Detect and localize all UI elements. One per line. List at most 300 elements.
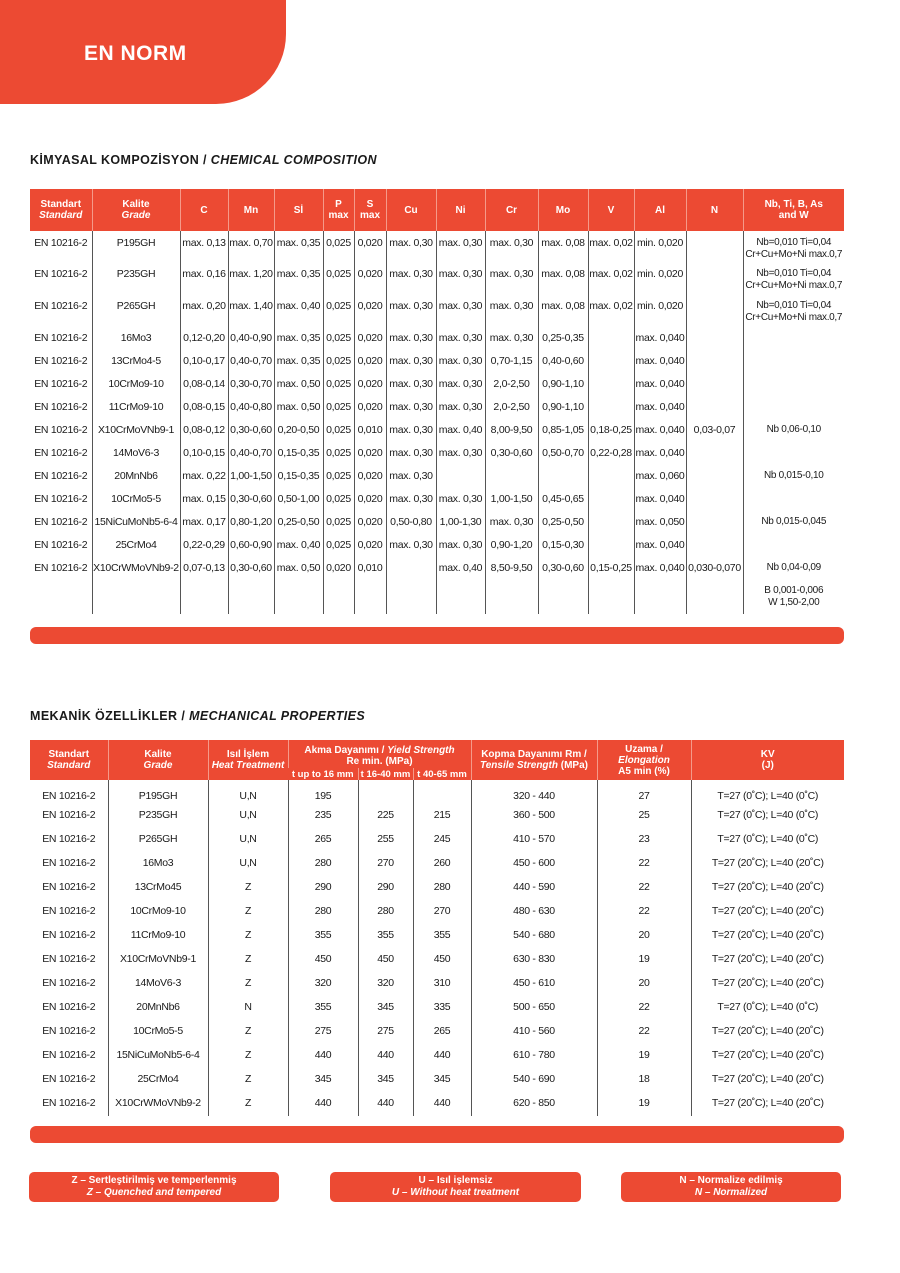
- chem-cell: [686, 396, 743, 419]
- chem-cell: [686, 511, 743, 534]
- chem-cell: 0,025: [323, 231, 354, 263]
- mech-cell: EN 10216-2: [42, 1097, 96, 1109]
- mech-cell: 440: [358, 1044, 413, 1068]
- chem-cell: max. 0,30: [436, 442, 485, 465]
- chem-cell: [743, 327, 844, 350]
- mech-table-row: [30, 948, 844, 972]
- chem-table-row: [30, 419, 844, 442]
- mech-section-title: [30, 709, 365, 723]
- chem-cell: [436, 465, 485, 488]
- mech-cell: EN 10216-2: [42, 1001, 96, 1013]
- chem-cell: 0,08-0,14: [180, 373, 228, 396]
- chem-cell: 0,30-0,60: [228, 557, 274, 580]
- mech-cell: 280: [288, 900, 358, 924]
- chem-cell: 2,0-2,50: [485, 373, 538, 396]
- chem-cell: 0,40-0,70: [228, 442, 274, 465]
- mech-cell: 16Mo3: [108, 852, 208, 876]
- chem-cell: [180, 580, 228, 614]
- chem-col-header: Nb, Ti, B, As and W: [743, 189, 844, 231]
- mech-cell: T=27 (20˚C); L=40 (20˚C): [691, 1068, 844, 1092]
- chem-cell: 0,020: [354, 488, 386, 511]
- chem-cell: EN 10216-2: [34, 447, 88, 459]
- mech-cell: Z: [208, 1092, 288, 1116]
- mech-table-row: [30, 828, 844, 852]
- mech-cell: 13CrMo45: [108, 876, 208, 900]
- mech-cell: 440: [288, 1044, 358, 1068]
- chem-cell: 0,020: [354, 373, 386, 396]
- mech-table-row: [30, 1068, 844, 1092]
- chem-col-header: C: [180, 189, 228, 231]
- mech-cell: 355: [358, 924, 413, 948]
- chem-cell: [743, 350, 844, 373]
- mech-cell: 540 - 690: [471, 1068, 597, 1092]
- chem-cell: EN 10216-2: [34, 516, 88, 528]
- chem-cell: 0,010: [354, 557, 386, 580]
- mech-cell: 345: [358, 1068, 413, 1092]
- chem-cell: 25CrMo4: [92, 534, 180, 557]
- chem-cell: 16Mo3: [92, 327, 180, 350]
- chem-cell: max. 0,050: [634, 511, 686, 534]
- mech-cell: 275: [358, 1020, 413, 1044]
- mech-cell: 195: [288, 780, 358, 804]
- mech-col-grade: Kalite Grade: [108, 740, 208, 780]
- chem-cell: max. 0,30: [436, 327, 485, 350]
- mech-cell: 440: [358, 1092, 413, 1116]
- chem-cell: 0,60-0,90: [228, 534, 274, 557]
- chem-cell: max. 0,02: [588, 231, 634, 263]
- chem-cell: 0,50-0,70: [538, 442, 588, 465]
- chem-cell: 0,30-0,60: [485, 442, 538, 465]
- chem-cell: max. 0,30: [386, 263, 436, 295]
- chem-cell: 0,25-0,35: [538, 327, 588, 350]
- mech-cell: U,N: [208, 828, 288, 852]
- mech-col-standard: Standart Standard: [30, 740, 108, 780]
- mech-cell: 360 - 500: [471, 804, 597, 828]
- chem-cell: max. 1,40: [228, 295, 274, 327]
- mech-cell: 610 - 780: [471, 1044, 597, 1068]
- chem-cell: 15NiCuMoNb5-6-4: [92, 511, 180, 534]
- mech-table-row: [30, 996, 844, 1020]
- mech-cell: EN 10216-2: [42, 977, 96, 989]
- chem-cell: 0,020: [323, 557, 354, 580]
- chem-cell: max. 0,35: [274, 263, 323, 295]
- chem-cell: 0,90-1,10: [538, 396, 588, 419]
- chem-cell: [436, 580, 485, 614]
- chem-cell: EN 10216-2: [34, 562, 88, 574]
- chem-cell: 1,00-1,50: [485, 488, 538, 511]
- legend-without-heat-treatment: U – Isıl işlemsiz U – Without heat treatment: [330, 1172, 581, 1202]
- mechanical-properties-table: [30, 740, 844, 1116]
- chem-cell: max. 0,30: [436, 231, 485, 263]
- chem-cell: [485, 465, 538, 488]
- chem-cell: 0,30-0,70: [228, 373, 274, 396]
- mech-table-footer-bar: [30, 1126, 844, 1143]
- chem-cell: max. 0,08: [538, 263, 588, 295]
- chem-table-row: [30, 488, 844, 511]
- chem-cell: max. 0,22: [180, 465, 228, 488]
- mech-cell: 540 - 680: [471, 924, 597, 948]
- mech-cell: 280: [413, 876, 471, 900]
- chem-cell: EN 10216-2: [34, 268, 88, 280]
- chem-cell: max. 0,040: [634, 488, 686, 511]
- mech-cell: 450 - 600: [471, 852, 597, 876]
- chem-cell: 0,03-0,07: [686, 419, 743, 442]
- mech-cell: U,N: [208, 852, 288, 876]
- chem-cell: max. 0,040: [634, 534, 686, 557]
- mech-cell: P235GH: [108, 804, 208, 828]
- chem-table-row: [30, 396, 844, 419]
- chem-cell: max. 0,30: [386, 327, 436, 350]
- mech-cell: X10CrWMoVNb9-2: [108, 1092, 208, 1116]
- mech-cell: 10CrMo9-10: [108, 900, 208, 924]
- chem-cell: max. 0,08: [538, 231, 588, 263]
- mech-cell: T=27 (20˚C); L=40 (20˚C): [691, 852, 844, 876]
- mech-cell: 25CrMo4: [108, 1068, 208, 1092]
- chem-cell: Nb 0,015-0,045: [743, 511, 844, 534]
- chem-col-header: S max: [354, 189, 386, 231]
- chem-cell: max. 0,20: [180, 295, 228, 327]
- mech-cell: 225: [358, 804, 413, 828]
- chem-cell: 0,025: [323, 327, 354, 350]
- chem-cell: max. 0,30: [485, 327, 538, 350]
- chem-cell: max. 0,16: [180, 263, 228, 295]
- chem-cell: EN 10216-2: [34, 237, 88, 249]
- chem-cell: [274, 580, 323, 614]
- mech-cell: Z: [208, 924, 288, 948]
- chem-cell: max. 0,13: [180, 231, 228, 263]
- chem-cell: [386, 580, 436, 614]
- chem-cell: 0,08-0,15: [180, 396, 228, 419]
- chem-cell: max. 0,30: [485, 511, 538, 534]
- chem-cell: 0,12-0,20: [180, 327, 228, 350]
- chem-cell: max. 0,15: [180, 488, 228, 511]
- mech-title-en: MECHANICAL PROPERTIES: [189, 709, 366, 723]
- chem-cell: 0,18-0,25: [588, 419, 634, 442]
- chem-cell: [686, 534, 743, 557]
- chem-cell: 0,025: [323, 465, 354, 488]
- mech-cell: 410 - 560: [471, 1020, 597, 1044]
- chem-cell: max. 0,70: [228, 231, 274, 263]
- chem-cell: max. 0,35: [274, 327, 323, 350]
- chem-table-row: [30, 442, 844, 465]
- chem-cell: 0,30-0,60: [538, 557, 588, 580]
- chem-cell: max. 0,30: [436, 350, 485, 373]
- chem-cell: EN 10216-2: [34, 378, 88, 390]
- mech-table-row: [30, 1020, 844, 1044]
- chem-cell: 0,80-1,20: [228, 511, 274, 534]
- mech-cell: EN 10216-2: [42, 790, 96, 802]
- mech-cell: 320 - 440: [471, 780, 597, 804]
- mech-cell: U,N: [208, 804, 288, 828]
- mech-cell: 22: [597, 900, 691, 924]
- mech-cell: 22: [597, 852, 691, 876]
- chem-cell: Nb=0,010 Ti=0,04 Cr+Cu+Mo+Ni max.0,7: [743, 231, 844, 263]
- chem-cell: [686, 350, 743, 373]
- chem-cell: [588, 511, 634, 534]
- chem-cell: [538, 580, 588, 614]
- chem-col-header: V: [588, 189, 634, 231]
- chem-cell: [686, 373, 743, 396]
- mech-cell: T=27 (0˚C); L=40 (0˚C): [691, 780, 844, 804]
- chem-cell: 0,025: [323, 396, 354, 419]
- chem-cell: max. 0,50: [274, 373, 323, 396]
- mech-cell: Z: [208, 1044, 288, 1068]
- chem-cell: max. 0,30: [485, 231, 538, 263]
- chem-table-row: [30, 327, 844, 350]
- chem-cell: 0,025: [323, 373, 354, 396]
- mech-cell: U,N: [208, 780, 288, 804]
- mech-cell: 280: [288, 852, 358, 876]
- chem-cell: 0,020: [354, 465, 386, 488]
- chem-cell: [743, 396, 844, 419]
- mech-cell: Z: [208, 948, 288, 972]
- mech-table-row: [30, 924, 844, 948]
- chem-title-tr: KİMYASAL KOMPOZİSYON /: [30, 153, 207, 167]
- mech-cell: T=27 (20˚C); L=40 (20˚C): [691, 900, 844, 924]
- chem-cell: Nb 0,06-0,10: [743, 419, 844, 442]
- mech-col-kv: KV (J): [691, 740, 844, 780]
- chem-col-header: Sİ: [274, 189, 323, 231]
- mech-cell: 440: [413, 1092, 471, 1116]
- chem-cell: 10CrMo5-5: [92, 488, 180, 511]
- chem-cell: max. 0,35: [274, 231, 323, 263]
- chem-cell: min. 0,020: [634, 231, 686, 263]
- chem-cell: max. 0,02: [588, 295, 634, 327]
- chem-cell: 0,025: [323, 488, 354, 511]
- chem-cell: max. 0,30: [386, 295, 436, 327]
- chem-table-row: [30, 350, 844, 373]
- chem-cell: 0,50-0,80: [386, 511, 436, 534]
- mech-cell: EN 10216-2: [42, 881, 96, 893]
- mech-cell: T=27 (20˚C); L=40 (20˚C): [691, 876, 844, 900]
- mech-cell: 355: [288, 924, 358, 948]
- chem-cell: 2,0-2,50: [485, 396, 538, 419]
- chem-cell: 0,020: [354, 442, 386, 465]
- chem-cell: 20MnNb6: [92, 465, 180, 488]
- mech-cell: 20: [597, 972, 691, 996]
- mech-col-tensile-strength: Kopma Dayanımı Rm / Tensile Strength (MPa): [471, 740, 597, 780]
- chem-cell: 0,020: [354, 327, 386, 350]
- mech-col-elongation: Uzama / Elongation A5 min (%): [597, 740, 691, 780]
- chem-cell: EN 10216-2: [34, 470, 88, 482]
- chem-col-header: Cr: [485, 189, 538, 231]
- chem-cell: 11CrMo9-10: [92, 396, 180, 419]
- mech-cell: T=27 (20˚C); L=40 (20˚C): [691, 1044, 844, 1068]
- mech-cell: 630 - 830: [471, 948, 597, 972]
- chem-cell: 0,70-1,15: [485, 350, 538, 373]
- mech-cell: 280: [358, 900, 413, 924]
- page-title: EN NORM: [84, 42, 187, 65]
- chem-cell: [634, 580, 686, 614]
- mech-cell: 265: [413, 1020, 471, 1044]
- chem-col-header: P max: [323, 189, 354, 231]
- chem-cell: max. 0,040: [634, 396, 686, 419]
- chem-cell: [588, 396, 634, 419]
- mech-cell: EN 10216-2: [42, 953, 96, 965]
- mech-header-row-1: [30, 740, 844, 768]
- mech-cell: [413, 780, 471, 804]
- mech-cell: EN 10216-2: [42, 905, 96, 917]
- mech-cell: Z: [208, 876, 288, 900]
- chem-cell: [588, 580, 634, 614]
- mech-col-t16: t up to 16 mm: [288, 768, 358, 780]
- chem-cell: [354, 580, 386, 614]
- chem-cell: [743, 442, 844, 465]
- chem-cell: EN 10216-2: [34, 332, 88, 344]
- mech-cell: 245: [413, 828, 471, 852]
- chem-cell: [588, 534, 634, 557]
- mech-cell: 345: [413, 1068, 471, 1092]
- chem-cell: max. 0,040: [634, 350, 686, 373]
- chem-cell: 0,15-0,30: [538, 534, 588, 557]
- mech-cell: P265GH: [108, 828, 208, 852]
- chem-col-header: Kalite Grade: [92, 189, 180, 231]
- chem-cell: max. 0,40: [436, 557, 485, 580]
- chem-cell: 0,25-0,50: [274, 511, 323, 534]
- chem-col-header: Mo: [538, 189, 588, 231]
- mech-cell: X10CrMoVNb9-1: [108, 948, 208, 972]
- mech-cell: 22: [597, 1020, 691, 1044]
- chem-cell: P235GH: [92, 263, 180, 295]
- chem-cell: max. 0,30: [436, 488, 485, 511]
- chem-cell: [588, 488, 634, 511]
- chem-cell: min. 0,020: [634, 263, 686, 295]
- mech-cell: 450: [358, 948, 413, 972]
- mech-cell: 450: [413, 948, 471, 972]
- chem-cell: 0,15-0,35: [274, 442, 323, 465]
- mech-cell: 335: [413, 996, 471, 1020]
- chem-cell: max. 0,040: [634, 373, 686, 396]
- chem-cell: Nb=0,010 Ti=0,04 Cr+Cu+Mo+Ni max.0,7: [743, 263, 844, 295]
- chem-cell: max. 1,20: [228, 263, 274, 295]
- mech-cell: P195GH: [108, 780, 208, 804]
- mech-cell: 290: [288, 876, 358, 900]
- mech-cell: 23: [597, 828, 691, 852]
- chem-table-row: [30, 534, 844, 557]
- chem-cell: 1,00-1,50: [228, 465, 274, 488]
- chem-table-row: [30, 580, 844, 614]
- chem-cell: 0,50-1,00: [274, 488, 323, 511]
- chem-cell: 0,025: [323, 511, 354, 534]
- chem-cell: 0,025: [323, 534, 354, 557]
- legend-normalized: N – Normalize edilmiş N – Normalized: [621, 1172, 841, 1202]
- mech-cell: Z: [208, 1068, 288, 1092]
- chem-cell: max. 0,30: [386, 373, 436, 396]
- chem-cell: [323, 580, 354, 614]
- mech-col-t40-65: t 40-65 mm: [413, 768, 471, 780]
- chem-section-title: [30, 153, 377, 167]
- mech-cell: 275: [288, 1020, 358, 1044]
- chem-cell: [386, 557, 436, 580]
- chem-cell: 8,50-9,50: [485, 557, 538, 580]
- mech-cell: 480 - 630: [471, 900, 597, 924]
- mech-cell: EN 10216-2: [42, 1073, 96, 1085]
- chem-cell: 0,025: [323, 419, 354, 442]
- mech-cell: 27: [597, 780, 691, 804]
- chem-cell: X10CrMoVNb9-1: [92, 419, 180, 442]
- chem-cell: max. 0,40: [274, 534, 323, 557]
- chem-col-header: Cu: [386, 189, 436, 231]
- mech-cell: 265: [288, 828, 358, 852]
- mech-cell: 440: [288, 1092, 358, 1116]
- chem-cell: 0,025: [323, 350, 354, 373]
- chem-cell: 0,90-1,10: [538, 373, 588, 396]
- chem-cell: 0,15-0,35: [274, 465, 323, 488]
- mech-table-row: [30, 804, 844, 828]
- chem-cell: 0,025: [323, 263, 354, 295]
- chem-cell: Nb 0,04-0,09: [743, 557, 844, 580]
- chem-cell: [686, 263, 743, 295]
- chem-table-footer-bar: [30, 627, 844, 644]
- chem-cell: P265GH: [92, 295, 180, 327]
- chemical-composition-table: [30, 189, 844, 614]
- mech-cell: 25: [597, 804, 691, 828]
- chem-cell: [538, 465, 588, 488]
- chem-cell: max. 0,040: [634, 557, 686, 580]
- chem-header-row: [30, 189, 844, 231]
- chem-cell: 0,025: [323, 442, 354, 465]
- mech-table-row: [30, 1044, 844, 1068]
- chem-table-row: [30, 373, 844, 396]
- chem-cell: 0,08-0,12: [180, 419, 228, 442]
- chem-cell: max. 0,40: [436, 419, 485, 442]
- chem-cell: 0,020: [354, 263, 386, 295]
- chem-cell: max. 0,30: [386, 534, 436, 557]
- chem-cell: 0,45-0,65: [538, 488, 588, 511]
- mech-cell: 450: [288, 948, 358, 972]
- mech-cell: 22: [597, 996, 691, 1020]
- chem-cell: max. 0,50: [274, 557, 323, 580]
- chem-cell: P195GH: [92, 231, 180, 263]
- mech-cell: 215: [413, 804, 471, 828]
- mech-table-row: [30, 780, 844, 804]
- mech-cell: 500 - 650: [471, 996, 597, 1020]
- chem-cell: max. 0,02: [588, 263, 634, 295]
- mech-cell: EN 10216-2: [42, 929, 96, 941]
- chem-cell: EN 10216-2: [34, 539, 88, 551]
- chem-cell: max. 0,30: [436, 396, 485, 419]
- chem-cell: max. 0,30: [436, 373, 485, 396]
- mech-cell: 11CrMo9-10: [108, 924, 208, 948]
- mech-cell: [358, 780, 413, 804]
- mech-cell: 345: [288, 1068, 358, 1092]
- mech-col-heat-treatment: Isıl İşlem Heat Treatment: [208, 740, 288, 780]
- chem-cell: 0,30-0,60: [228, 419, 274, 442]
- mech-cell: 260: [413, 852, 471, 876]
- mech-cell: EN 10216-2: [42, 1049, 96, 1061]
- mech-cell: N: [208, 996, 288, 1020]
- mech-cell: 355: [288, 996, 358, 1020]
- chem-cell: max. 0,50: [274, 396, 323, 419]
- chem-cell: EN 10216-2: [34, 300, 88, 312]
- chem-cell: 8,00-9,50: [485, 419, 538, 442]
- chem-cell: EN 10216-2: [34, 355, 88, 367]
- chem-cell: EN 10216-2: [34, 401, 88, 413]
- chem-cell: max. 0,30: [436, 295, 485, 327]
- mech-cell: 270: [358, 852, 413, 876]
- chem-cell: X10CrWMoVNb9-2: [92, 557, 180, 580]
- chem-cell: 14MoV6-3: [92, 442, 180, 465]
- chem-table-row: [30, 231, 844, 263]
- chem-cell: [92, 580, 180, 614]
- chem-cell: 0,22-0,29: [180, 534, 228, 557]
- mech-title-tr: MEKANİK ÖZELLİKLER /: [30, 709, 186, 723]
- mech-table-row: [30, 876, 844, 900]
- chem-cell: [686, 295, 743, 327]
- chem-cell: 0,40-0,90: [228, 327, 274, 350]
- chem-cell: 0,15-0,25: [588, 557, 634, 580]
- chem-table-row: [30, 465, 844, 488]
